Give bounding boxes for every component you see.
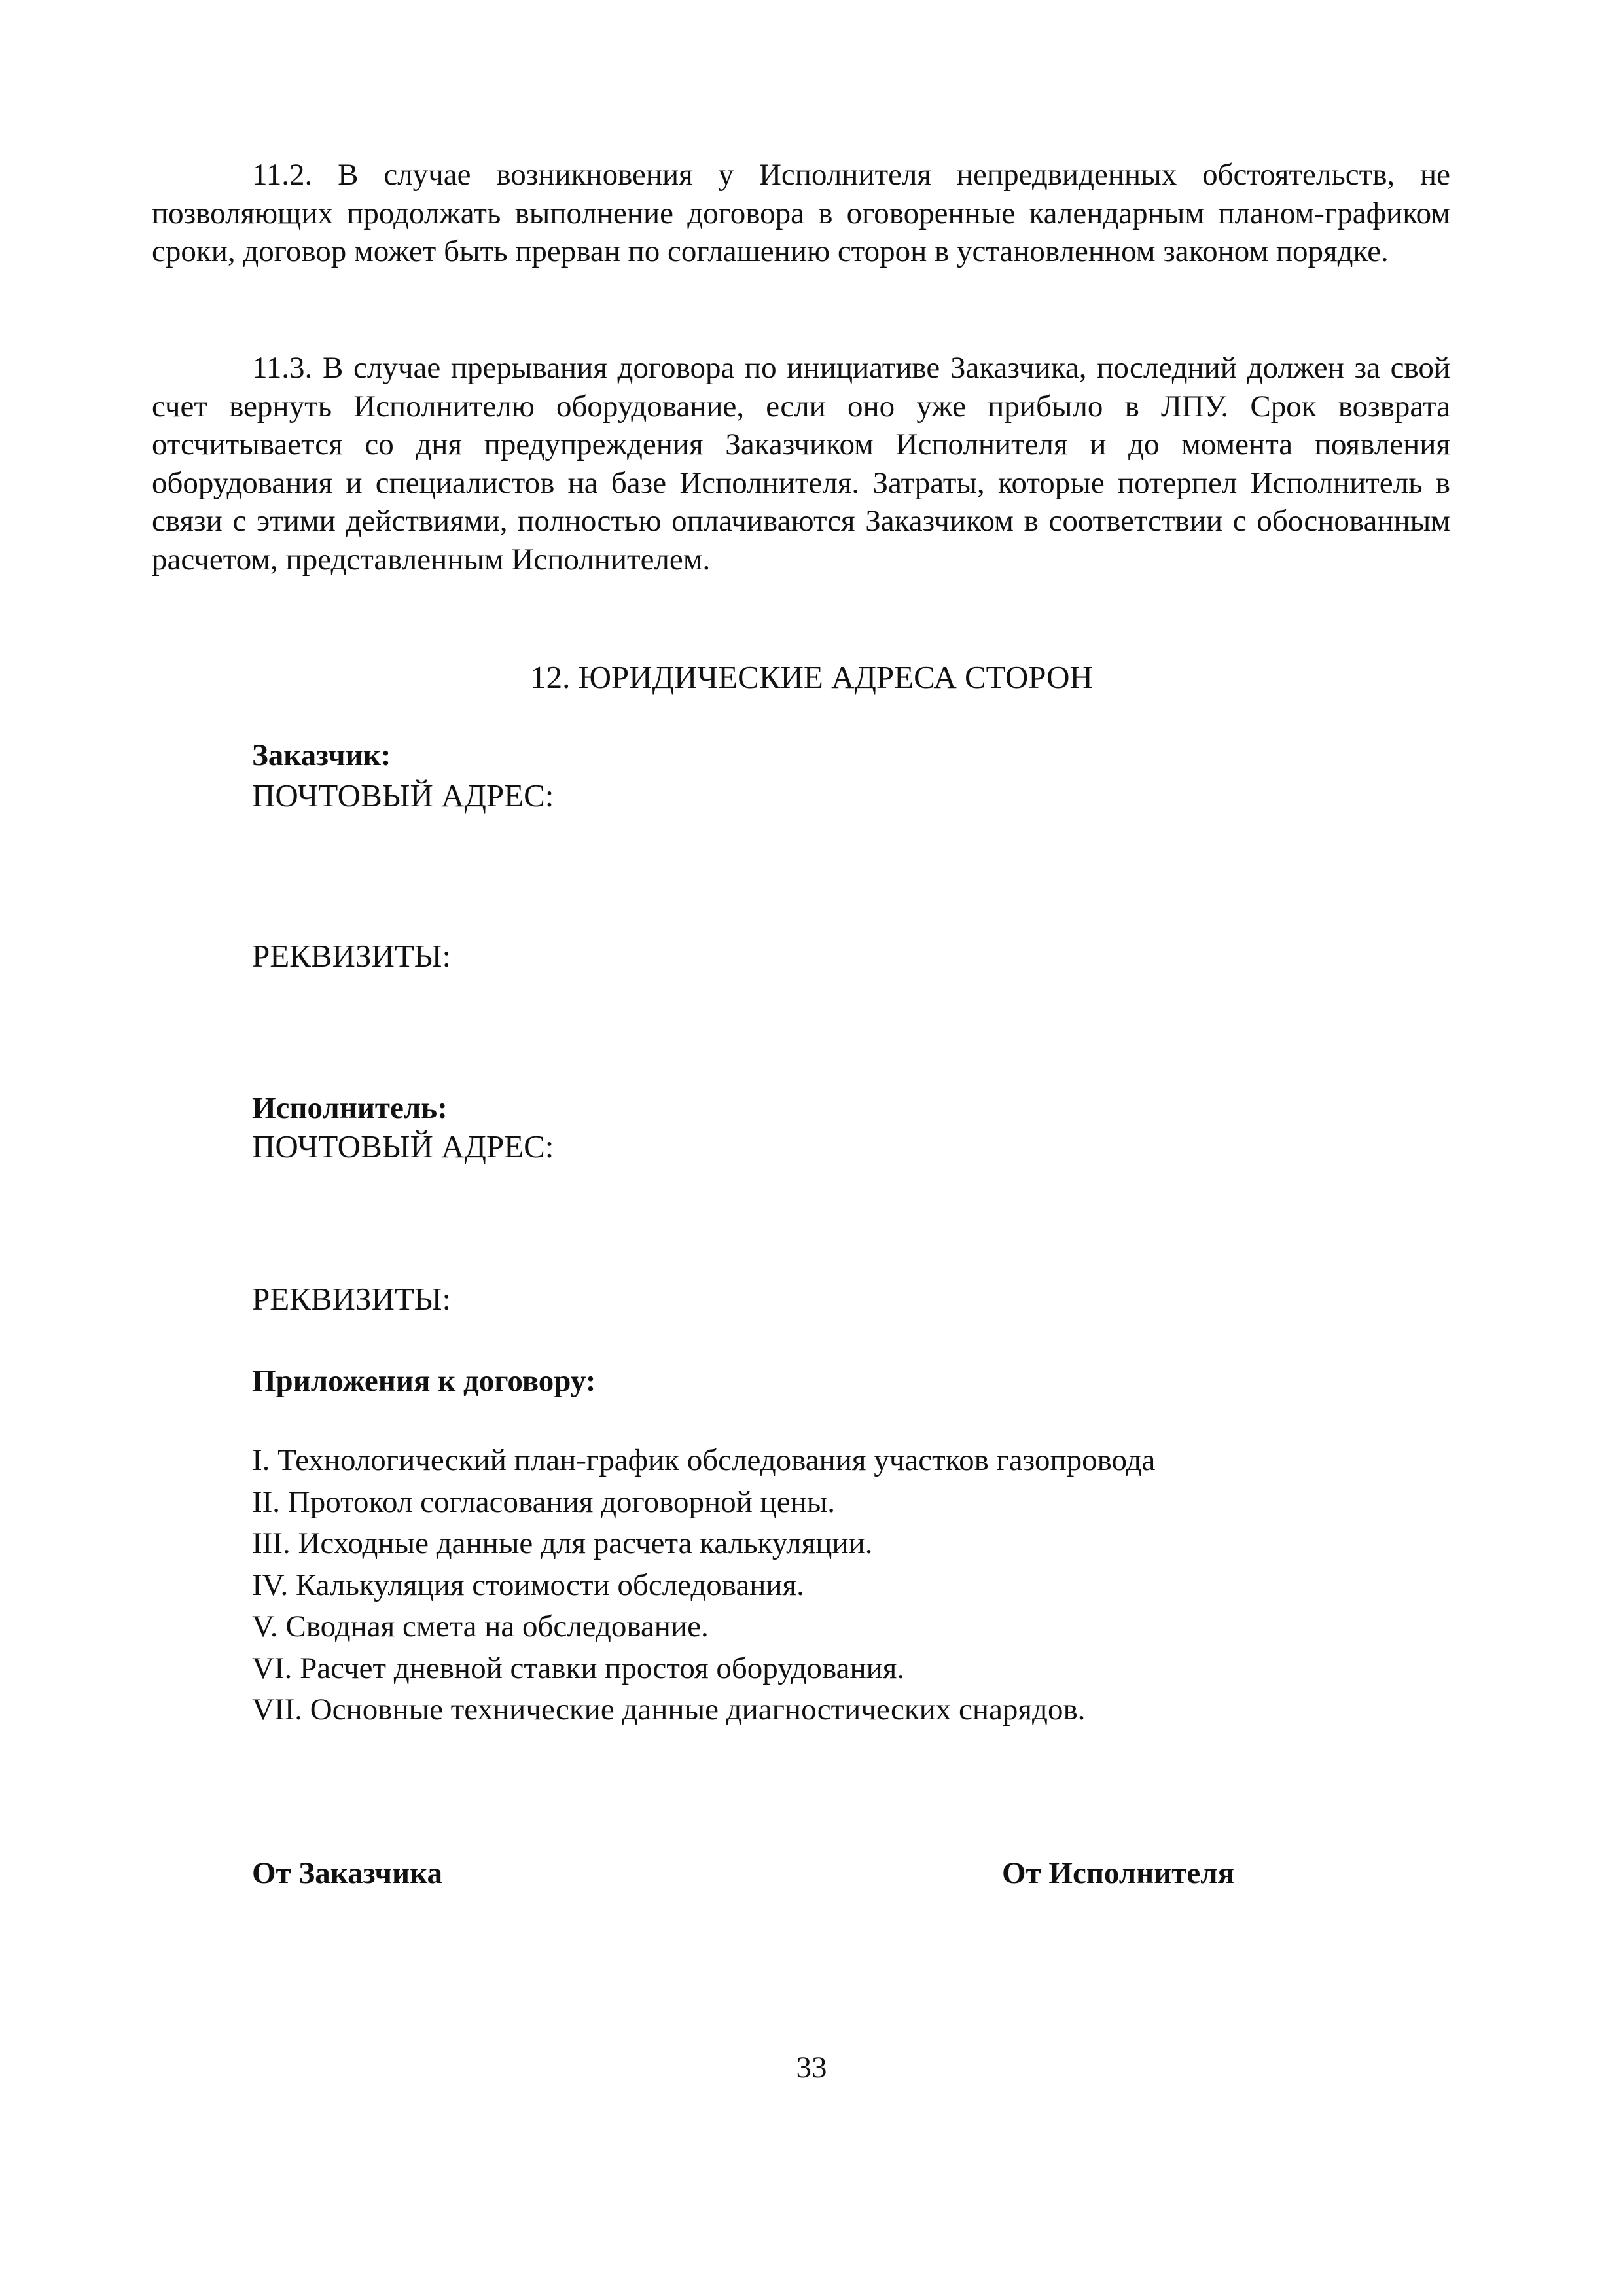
contractor-label: Исполнитель: [252, 1091, 448, 1125]
section-heading: 12. ЮРИДИЧЕСКИЕ АДРЕСА СТОРОН [530, 659, 1093, 695]
list-item: V. Сводная смета на обследование. [252, 1609, 709, 1643]
signature-customer: От Заказчика [252, 1856, 442, 1890]
list-item: VII. Основные технические данные диагностических снарядов. [252, 1693, 1086, 1727]
appendices-list [252, 1440, 1155, 1731]
list-item: II. Протокол согласования договорной цены. [252, 1484, 836, 1519]
appendices-title: Приложения к договору: [252, 1364, 596, 1398]
customer-label: Заказчик: [252, 738, 391, 772]
customer-details: РЕКВИЗИТЫ: [252, 938, 452, 974]
contractor-details: РЕКВИЗИТЫ: [252, 1281, 452, 1317]
list-item: I. Технологический план-график обследования участков газопровода [252, 1443, 1156, 1477]
contractor-postal-address: ПОЧТОВЫЙ АДРЕС: [252, 1128, 554, 1164]
signature-contractor: От Исполнителя [1002, 1856, 1235, 1890]
list-item: VI. Расчет дневной ставки простоя оборудования. [252, 1651, 905, 1685]
paragraph-11-3: 11.3. В случае прерывания договора по инициативе Заказчика, последний должен за свой счет вернуть Исполнителю оборудование, если оно уже прибыло в ЛПУ. Срок возврата отсчитывается со дня предупреждения Заказчиком Исполнителя и до момента появления оборудования и специалистов на базе Исполнителя. Затраты, которые потерпел Исполнитель в связи с этими действиями, полностью оплачиваются Заказчиком в соответствии с обоснованным расчетом, представленным Исполнителем. [152, 351, 1450, 577]
page-number: 33 [796, 2051, 827, 2085]
customer-postal-address: ПОЧТОВЫЙ АДРЕС: [252, 778, 554, 814]
list-item: III. Исходные данные для расчета калькуляции. [252, 1526, 873, 1560]
list-item: IV. Калькуляция стоимости обследования. [252, 1568, 804, 1602]
paragraph-11-2: 11.2. В случае возникновения у Исполнителя непредвиденных обстоятельств, не позволяющих продолжать выполнение договора в оговоренные календарным планом-графиком сроки, договор может быть прерван по соглашению сторон в установленном законом порядке. [152, 158, 1450, 268]
